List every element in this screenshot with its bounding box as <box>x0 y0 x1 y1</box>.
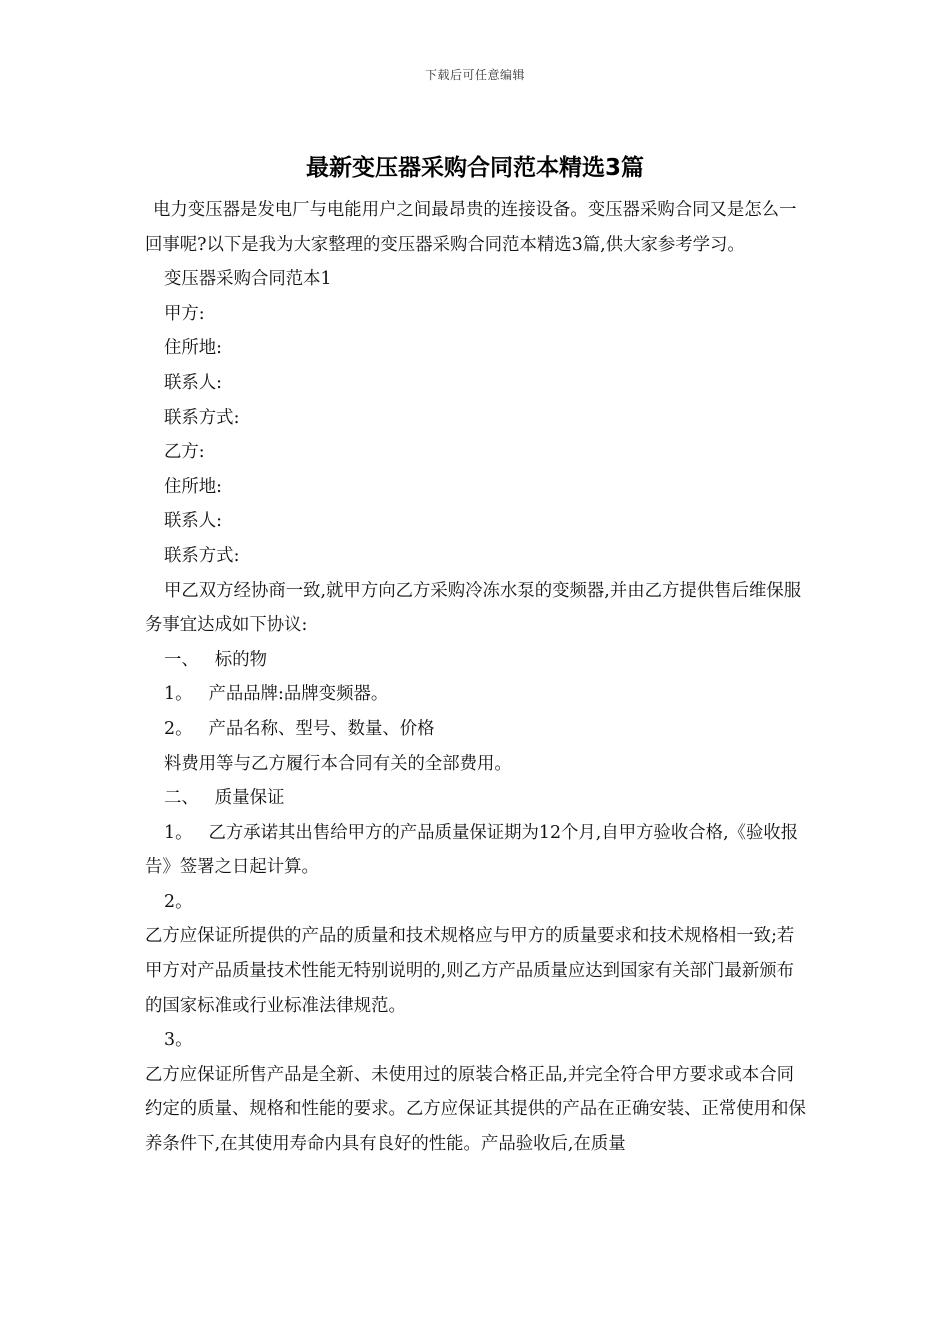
section-one-number: 一、 <box>164 649 199 670</box>
contract-heading: 变压器采购合同范本1 <box>164 269 332 290</box>
section-two-heading <box>145 781 810 816</box>
item-2-2-number: 2。 <box>164 891 193 912</box>
party-a-contact-label: 联系人: <box>164 372 223 393</box>
item-1-1-text: 产品品牌:品牌变频器。 <box>208 684 389 705</box>
section-two-number: 二、 <box>164 788 199 809</box>
item-2-2-text: 乙方应保证所提供的产品的质量和技术规格应与甲方的质量要求和技术规格相一致;若甲方对产品质量技术性能无特别说明的,则乙方产品质量应达到国家有关部门最新颁布的国家标准或行业标准法律规范。 <box>145 926 795 1016</box>
party-a-address-label: 住所地: <box>164 338 223 359</box>
section-two-title: 质量保证 <box>214 788 285 809</box>
party-b-contact-label: 联系人: <box>164 511 223 532</box>
item-2-3-text: 乙方应保证所售产品是全新、未使用过的原装合格正品,并完全符合甲方要求或本合同约定的质量、规格和性能的要求。乙方应保证其提供的产品在正确安装、正常使用和保养条件下,在其使用寿命内具有良好的性能。产品验收后,在质量 <box>145 1064 806 1155</box>
item-2-1-number: 1。 <box>164 822 193 843</box>
party-b-address-label: 住所地: <box>164 476 223 497</box>
item-1-1 <box>145 677 810 712</box>
item-2-1-text: 乙方承诺其出售给甲方的产品质量保证期为12个月,自甲方验收合格,《验收报告》签署之日起计算。 <box>145 822 799 878</box>
item-2-3-number: 3。 <box>164 1030 193 1051</box>
item-2-1 <box>145 816 810 885</box>
section-one-title: 标的物 <box>214 649 267 670</box>
page-header: 下载后可任意编辑 <box>424 68 525 82</box>
party-b-label: 乙方: <box>164 442 205 463</box>
agreement-paragraph: 甲乙双方经协商一致,就甲方向乙方采购冷冻水泵的变频器,并由乙方提供售后维保服务事宜达成如下协议: <box>145 580 802 636</box>
fee-paragraph: 料费用等与乙方履行本合同有关的全部费用。 <box>164 753 512 774</box>
item-1-1-number: 1。 <box>164 684 193 705</box>
section-one-heading <box>145 643 810 678</box>
document-title: 最新变压器采购合同范本精选3篇 <box>305 155 644 181</box>
party-a-phone-label: 联系方式: <box>164 407 240 428</box>
item-1-2-text: 产品名称、型号、数量、价格 <box>208 718 435 739</box>
party-a-label: 甲方: <box>164 303 205 324</box>
item-1-2-number: 2。 <box>164 718 193 739</box>
item-1-2 <box>145 712 810 747</box>
document-body <box>145 193 810 1162</box>
party-b-phone-label: 联系方式: <box>164 545 240 566</box>
intro-paragraph: 电力变压器是发电厂与电能用户之间最昂贵的连接设备。变压器采购合同又是怎么一回事呢?以下是我为大家整理的变压器采购合同范本精选3篇,供大家参考学习。 <box>145 200 797 255</box>
